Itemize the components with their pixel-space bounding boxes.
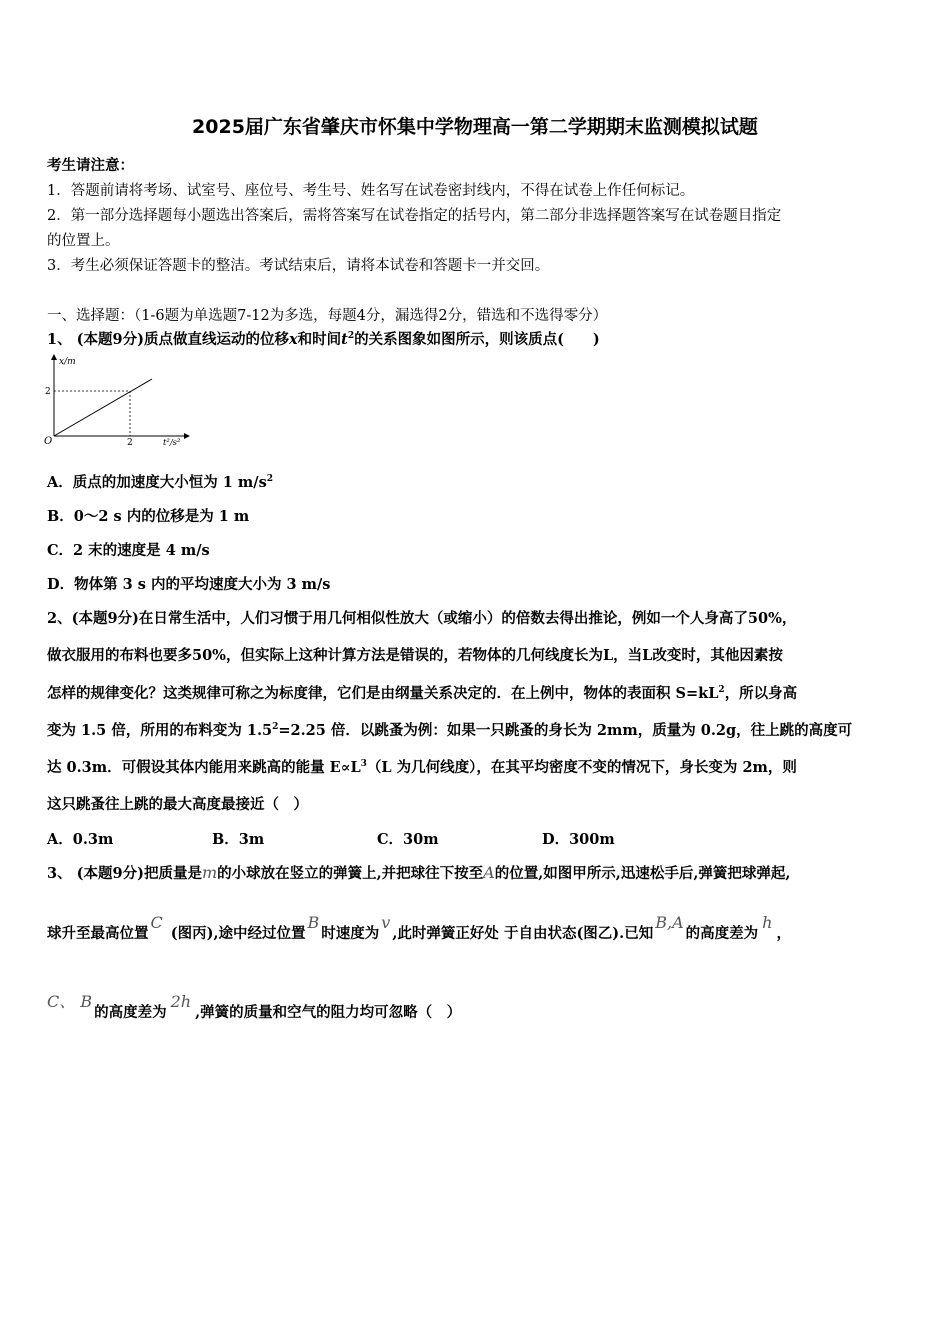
q2-line-1: 2、(本题9分)在日常生活中，人们习惯于用几何相似性放大（或缩小）的倍数去得出推论，例如一个人身高了50%， [47,610,797,627]
q3-var-b: B [307,913,320,932]
q3-text-k: ,弹簧的质量和空气的阻力均可忽略（ ） [195,1004,462,1021]
q3-text-b: 的小球放在竖立的弹簧上,并把球往下按至 [217,865,484,882]
q1-option-a-text: A．质点的加速度大小恒为 1 m/s [47,474,267,491]
q3-text-h: 的高度差为 [685,925,759,942]
q2-line-3-a: 怎样的规律变化？这类规律可称之为标度律，它们是由纲量关系决定的．在上例中，物体的表面积 S=kL [47,685,719,702]
x-tick-2: 2 [127,438,133,448]
q3-var-v: v [381,913,391,932]
q1-stem [47,328,600,349]
q3-text-j: 的高度差为 [94,1004,167,1021]
q2-line-5-b: （L 为几何线度），在其平均密度不变的情况下，身长变为 2m，则 [366,759,797,776]
q3-var-cb: C、 B [47,992,93,1011]
x-axis-label: t²/s² [163,438,181,448]
notice-heading: 考生请注意： [47,157,134,174]
q1-option-a [47,471,273,492]
y-axis-label: x/m [59,357,76,367]
origin-label: O [44,436,53,447]
y-tick-2: 2 [45,387,51,397]
q1-option-b: B．0～2 s 内的位移是为 1 m [47,508,250,525]
q3-text-i: ， [776,925,791,942]
q1-var-x: x [288,331,298,348]
q3-line-3 [47,992,462,1022]
q1-stem-text-b: 和时间 [297,331,342,348]
q1-stem-text-a: 1、 (本题9分)质点做直线运动的位移 [47,331,289,348]
q2-line-4-a: 变为 1.5 倍，所用的布料变为 1.5 [47,722,273,739]
q3-line-2 [47,913,791,943]
q1-option-d: D．物体第 3 s 内的平均速度大小为 3 m/s [47,576,331,593]
x-axis-arrow [184,433,190,439]
q3-var-m: m [201,863,218,882]
q3-var-a: A [483,863,495,882]
q1-var-t: t [341,331,348,348]
q3-line-1 [47,862,790,883]
q2-option-a: A．0.3m [47,831,114,848]
q3-text-a: 3、 (本题9分)把质量是 [47,865,202,882]
q1-exp: 2 [347,331,355,342]
q2-line-3-b: ，所以身高 [724,685,798,702]
q3-text-f: 时速度为 [321,925,380,942]
q2-option-c: C．30m [377,831,439,848]
q2-line-5-sup: 3 [360,759,367,770]
q3-var-c: C [150,913,163,932]
exam-title: 2025届广东省肇庆市怀集中学物理高一第二学期期末监测模拟试题 [192,116,758,138]
notice-item-1: 1．答题前请将考场、试室号、座位号、考生号、姓名写在试卷密封线内，不得在试卷上作任何标记。 [47,183,695,199]
q2-line-5-a: 达 0.3m．可假设其体内能用来跳高的能量 E∝L [47,759,361,776]
notice-item-3: 3．考生必须保证答题卡的整洁。考试结束后，请将本试卷和答题卡一并交回。 [47,258,550,274]
notice-item-2: 2．第一部分选择题每小题选出答案后，需将答案写在试卷指定的括号内，第二部分非选择题答案写在试卷题目指定 [47,208,782,224]
q3-text-c: 的位置,如图甲所示,迅速松手后,弹簧把球弹起, [494,865,791,882]
notice-item-2-cont: 的位置上。 [47,233,120,249]
q2-line-4 [47,719,852,740]
q2-line-4-b: =2.25 倍．以跳蚤为例：如果一只跳蚤的身长为 2mm，质量为 0.2g，往上跳的高度可 [278,722,853,739]
q3-var-2h: 2h [170,992,192,1011]
q2-option-b: B．3m [212,831,265,848]
q3-text-d: 球升至最高位置 [47,925,149,942]
q1-option-c: C．2 末的速度是 4 m/s [47,542,210,559]
q2-option-d: D．300m [542,831,615,848]
q3-text-g: ,此时弹簧正好处 于自由状态(图乙).已知 [392,925,654,942]
q1-xt2-graph [42,352,192,452]
q2-line-5 [47,756,797,777]
q2-line-3-sup: 2 [718,685,725,696]
y-axis-arrow [51,354,57,360]
section-heading: 一、选择题：（1-6题为单选题7-12为多选，每题4分，漏选得2分，错选和不选得零分） [47,308,608,324]
q1-stem-text-c: 的关系图象如图所示，则该质点( ) [354,331,600,348]
q3-text-e: (图丙),途中经过位置 [170,925,306,942]
graph-line [54,379,152,436]
q2-line-4-sup: 2 [272,722,279,733]
q2-line-3 [47,682,797,703]
q2-line-6: 这只跳蚤往上跳的最大高度最接近（ ） [47,796,308,813]
q1-option-a-sup: 2 [266,474,274,485]
q2-line-2: 做衣服用的布料也要多50%，但实际上这种计算方法是错误的，若物体的几何线度长为L，当L改变时，其他因素按 [47,647,783,664]
q3-var-h: h [762,913,773,932]
q3-var-ba: B,A [655,913,684,932]
